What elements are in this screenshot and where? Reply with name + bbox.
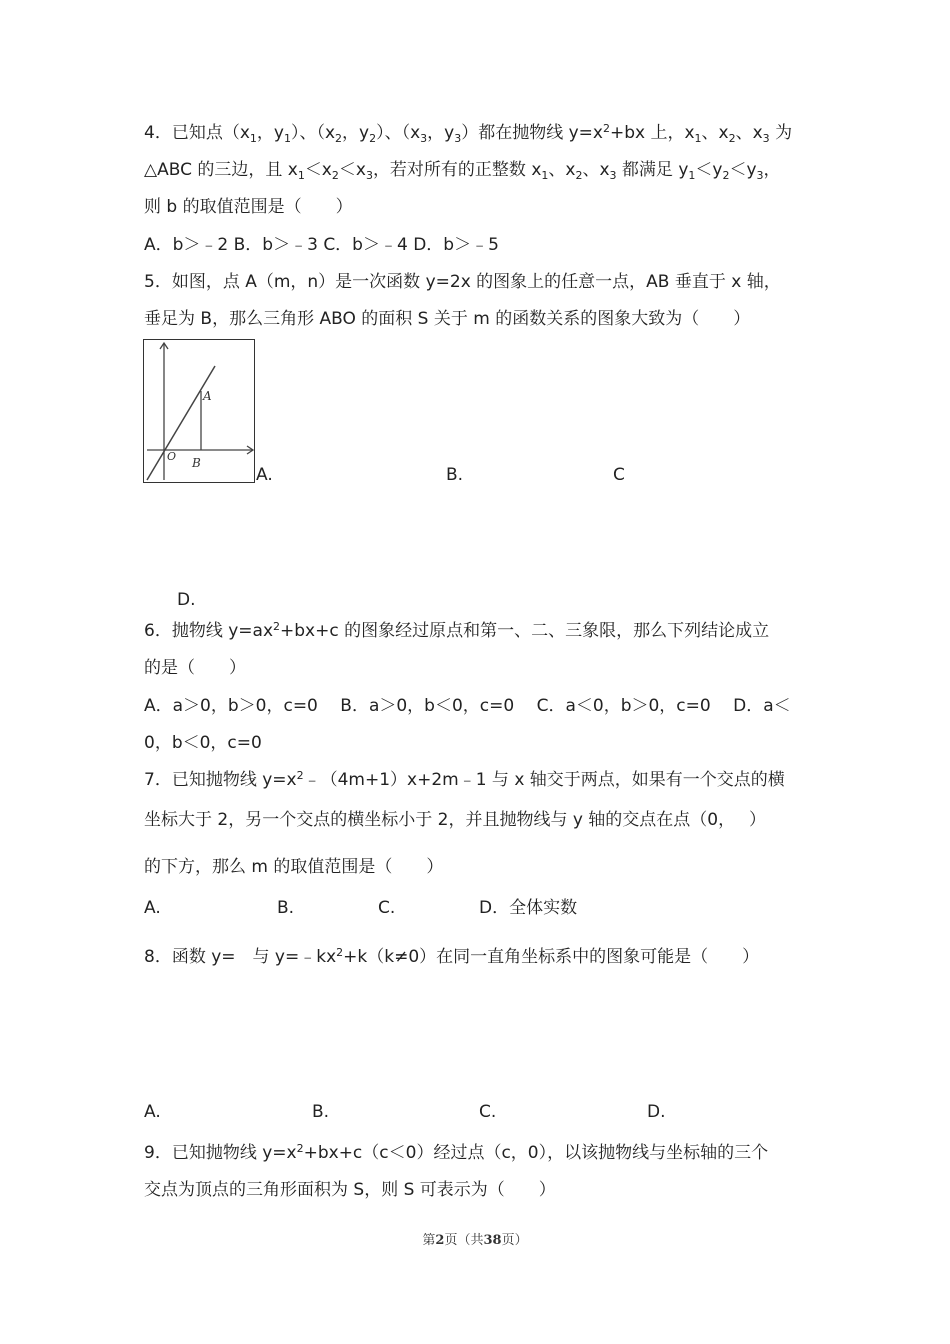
q6-line-2: 的是（ ） (144, 658, 246, 678)
q6-line-3: A．a＞0，b＞0，c=0 B．a＞0，b＜0，c=0 C．a＜0，b＞0，c=0 D．a＜ (144, 696, 791, 716)
q7-line-2: 坐标大于 2，另一个交点的横坐标小于 2，并且抛物线与 y 轴的交点在点（0， ） (144, 810, 767, 830)
q7-option-c: C. (378, 898, 396, 918)
q4-options: A．b＞﹣2 B．b＞﹣3 C．b＞﹣4 D．b＞﹣5 (144, 235, 499, 255)
q7-line-3: 的下方，那么 m 的取值范围是（ ） (144, 857, 444, 877)
label-b: B (192, 456, 201, 470)
q7-option-b: B. (277, 898, 295, 918)
q4-line-1: 4．已知点（$x_1$，$y_1$）、（$x_2$，$y_2$）、（$x_3$，$y_3$）都在抛物线 $y=x^2+bx$ 上，$x_1$、$x_2$、$x_3$ 为 (144, 122, 793, 145)
q8-option-a: A. (144, 1102, 161, 1122)
total-pages: 38 (483, 1233, 502, 1248)
page-footer: 第2页（共38页） (422, 1233, 528, 1248)
q5-line-2: 垂足为 B，那么三角形 ABO 的面积 S 关于 m 的函数关系的图象大致为（ ） (144, 309, 751, 329)
q6-line-1: 6．抛物线 $y=ax^2+bx+c$ 的图象经过原点和第一、二、三象限，那么下列结论成立 (144, 620, 770, 641)
q5-option-c: C (613, 465, 625, 485)
q5-figure (143, 339, 255, 483)
q7-line-1: 7．已知抛物线 $y=x^2﹣(4m+1)x+2m﹣1$ 与 x 轴交于两点，如果有一个交点的横 (144, 769, 785, 790)
q9-line-2: 交点为顶点的三角形面积为 S，则 S 可表示为（ ） (144, 1180, 556, 1200)
page-number: 2 (435, 1233, 445, 1248)
label-o: O (167, 450, 177, 463)
label-a: A (203, 389, 212, 403)
q5-option-b: B. (446, 465, 464, 485)
line-y-2x (147, 366, 215, 480)
q5-option-d: D. (177, 590, 196, 610)
q8-line-1: 8．函数 y= 与 $y=﹣kx^2+k(k\ne 0)$在同一直角坐标系中的图象可能是（ ） (144, 946, 760, 967)
q8-option-d: D. (647, 1102, 666, 1122)
q4-line-2: △ABC 的三边，且 $x_1<x_2<x_3$，若对所有的正整数 $x_1$、$x_2$、$x_3$ 都满足 $y_1<y_2<y_3$， (144, 160, 781, 182)
q6-line-4: 0，b＜0，c=0 (144, 733, 262, 753)
q7-option-d: D．全体实数 (479, 898, 578, 918)
q8-option-b: B. (312, 1102, 330, 1122)
q7-option-a: A. (144, 898, 161, 918)
q5-option-a: A. (256, 465, 273, 485)
q9-line-1: 9．已知抛物线 $y=x^2+bx+c(c<0)$经过点（c，0），以该抛物线与坐标轴的三个 (144, 1142, 769, 1163)
q5-line-1: 5．如图，点 A（m，n）是一次函数 y=2x 的图象上的任意一点，AB 垂直于 x 轴， (144, 272, 781, 292)
q8-option-c: C. (479, 1102, 497, 1122)
q4-line-3: 则 b 的取值范围是（ ） (144, 197, 353, 217)
